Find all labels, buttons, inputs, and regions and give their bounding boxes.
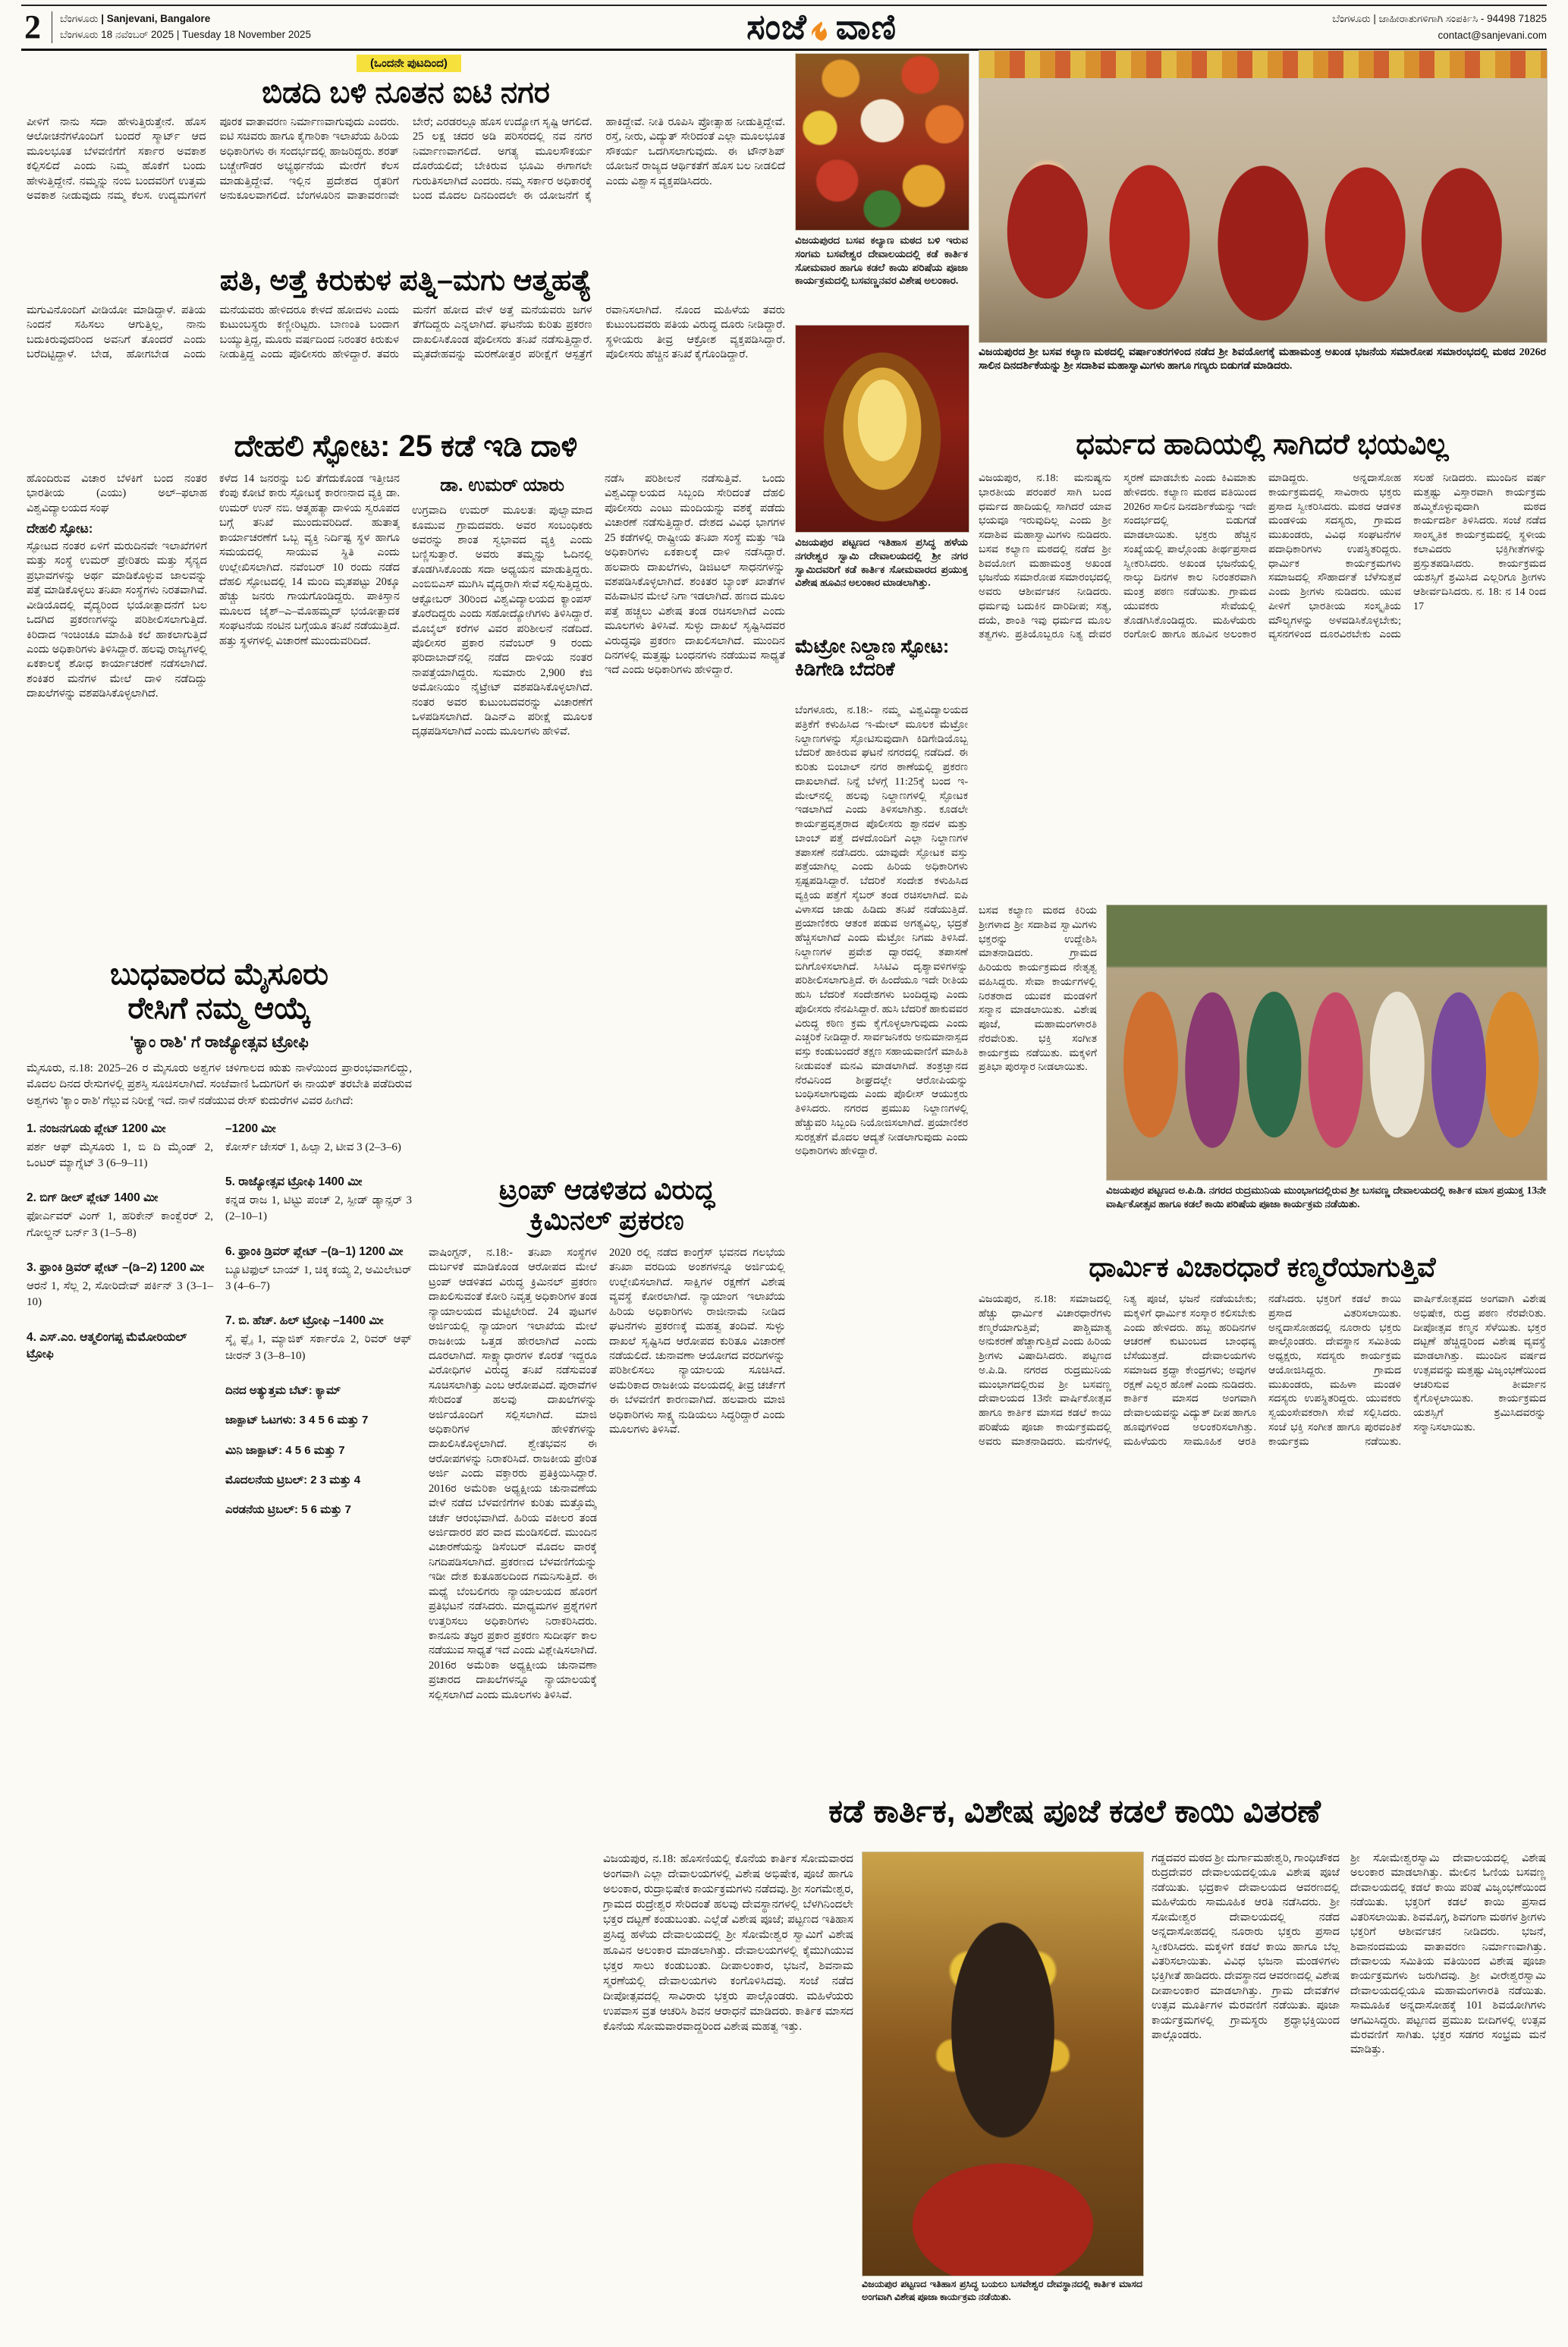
races-subtitle: 'ಕ್ಯಾಂ ರಾಶಿ' ಗೆ ರಾಜ್ಯೋತ್ಸವ ಟ್ರೋಫಿ [130,1033,309,1051]
delhi-col1-intro: ಹೊಂದಿರುವ ವಿಚಾರ ಬೆಳಕಿಗೆ ಬಂದ ನಂತರ ಭಾರತೀಯ (ಎಯು) ಅಲ್–ಫಲಾಹ ವಿಶ್ವವಿದ್ಯಾಲಯದ ಸಂಘ [27,473,207,514]
race-list-col2 [225,1121,412,1532]
karthika-column-c: ಶ್ರೀ ಸೋಮೇಶ್ವರಸ್ವಾಮಿ ದೇವಾಲಯದಲ್ಲಿ ವಿಶೇಷ ಅಲಂಕಾರ ಮಾಡಲಾಗಿತ್ತು. ಮೇಲಿನ ಓಣಿಯ ಬಸವಣ್ಣ ದೇವಾಲಯದಲ್ಲಿ ಕಡಲೆ ಕಾಯಿ ಪರಿಷೆ ವಿಜೃಂಭಣೆಯಿಂದ ನಡೆಯಿತು. ಭಕ್ತರಿಗೆ ಕಡಲೆ ಕಾಯಿ ಪ್ರಸಾದ ವಿತರಿಸಲಾಯಿತು. ಶಿವಮೊಗ್ಗ, ಶಿವಗಂಗಾ ಮಠಗಳ ಶ್ರೀಗಳು ಭಕ್ತರಿಗೆ ಆಶೀರ್ವಚನ ನೀಡಿದರು. ಭಜನೆ, ಶಿವಾನಂದಮಯ ವಾತಾವರಣ ನಿರ್ಮಾಣವಾಗಿತ್ತು. ದೇವಾಲಯ ಸಮಿತಿಯ ವತಿಯಿಂದ ವಿಶೇಷ ಪೂಜಾ ಕಾರ್ಯಕ್ರಮಗಳು ಜರುಗಿದವು. ಶ್ರೀ ವೀರೇಶ್ವರಸ್ವಾಮಿ ದೇವಾಲಯದಲ್ಲಿಯೂ ಮಹಾಮಂಗಳಾರತಿ ನಡೆಯಿತು. ಸಾಮೂಹಿಕ ಅನ್ನದಾಸೋಹಕ್ಕೆ 101 ಶಿವಯೋಗಿಗಳು ಆಗಮಿಸಿದ್ದರು. ಪಟ್ಟಣದ ಪ್ರಮುಖ ಬೀದಿಗಳಲ್ಲಿ ಉತ್ಸವ ಮೆರವಣಿಗೆ ಸಾಗಿತು. ಭಕ್ತರ ಸಡಗರ ಸಂಭ್ರಮ ಮನೆ ಮಾಡಿತ್ತು. [1350,1852,1546,2056]
race-bet-line: ಮೊದಲನೆಯ ಟ್ರಿಬಲ್: 2 3 ಮತ್ತು 4 [225,1473,361,1487]
body-it-city: ಪೀಳಿಗೆ ನಾನು ಸದಾ ಹೇಳುತ್ತಿರುತ್ತೇನೆ. ಹೊಸ ಆಲೋಚನೆಗಳೊಂದಿಗೆ ಬಂದರೆ ಸ್ಮಾರ್ಟ್ ಆದ ಮೂಲಭೂತ ಬೆಳವಣಿಗೆಗೆ ಸರ್ಕಾರ ಅವಕಾಶ ಕಲ್ಪಿಸಲಿದೆ ಎಂದು ನಿಮ್ಮ ಹೊಕೆಗೆ ಬಂದು ಹೇಳುತ್ತಿದ್ದೇನೆ. ನಮ್ಮನ್ನು ನಂಬಿ ಬಂದವರಿಗೆ ಉತ್ತಮ ಅವಕಾಶ ನೀಡುವುದು ನಮ್ಮ ಕೆಲಸ. ಉದ್ಯಮಗಳಿಗೆ ಪೂರಕ ವಾತಾವರಣ ನಿರ್ಮಾಣವಾಗುವುದು ಎಂದರು. ಐಟಿ ಸಚಿವರು ಹಾಗೂ ಕೈಗಾರಿಕಾ ಇಲಾಖೆಯ ಹಿರಿಯ ಅಧಿಕಾರಿಗಳು ಈ ಸಂದರ್ಭದಲ್ಲಿ ಹಾಜರಿದ್ದರು. ಶರತ್ ಬಚ್ಚೇಗೌಡರ ಅಭ್ಯರ್ಥನೆಯ ಮೇರೆಗೆ ಕೆಲಸ ಮಾಡುತ್ತಿದ್ದೇವೆ. ಇಲ್ಲಿನ ಪ್ರದೇಶದ ರೈತರಿಗೆ ಅನುಕೂಲವಾಗಲಿದೆ. ಬೆಂಗಳೂರಿನ ವಾತಾವರಣವೇ ಬೇರೆ; ಎರಡರಲ್ಲೂ ಹೊಸ ಉದ್ಯೋಗ ಸೃಷ್ಟಿ ಆಗಲಿದೆ. 25 ಲಕ್ಷ ಚದರ ಅಡಿ ಪರಿಸರದಲ್ಲಿ ನವ ನಗರ ನಿರ್ಮಾಣವಾಗಲಿದೆ. ಅಗತ್ಯ ಮೂಲಸೌಕರ್ಯ ದೊರೆಯಲಿದೆ; ಬೇಕಿರುವ ಭೂಮಿ ಈಗಾಗಲೇ ಗುರುತಿಸಲಾಗಿದೆ ಎಂದರು. ನಮ್ಮ ಸರ್ಕಾರ ಅಧಿಕಾರಕ್ಕೆ ಬಂದ ಮೊದಲ ದಿನದಿಂದಲೇ ಈ ಯೋಜನೆಗೆ ಕೈ ಹಾಕಿದ್ದೇವೆ. ನೀತಿ ರೂಪಿಸಿ ಪ್ರೋತ್ಸಾಹ ನೀಡುತ್ತಿದ್ದೇವೆ. ರಸ್ತೆ, ನೀರು, ವಿದ್ಯುತ್ ಸೇರಿದಂತೆ ಎಲ್ಲಾ ಮೂಲಭೂತ ಸೌಕರ್ಯ ಒದಗಿಸಲಾಗುವುದು. ಈ ಟೌನ್‌ಶಿಪ್ ಯೋಜನೆ ರಾಜ್ಯದ ಆರ್ಥಿಕತೆಗೆ ಹೊಸ ಬಲ ನೀಡಲಿದೆ ಎಂದು ವಿಶ್ವಾಸ ವ್ಯಕ್ತಪಡಿಸಿದರು. [27,116,785,203]
caption-basavanna-decorated: ವಿಜಯಪುರದ ಬಸವ ಕಲ್ಯಾಣ ಮಠದ ಬಳಿ ಇರುವ ಸಂಗಮ ಬಸವೇಶ್ವರ ದೇವಾಲಯದಲ್ಲಿ ಕಡೆ ಕಾರ್ತಿಕ ಸೋಮವಾರ ಹಾಗೂ ಕಡಲೆ ಕಾಯಿ ಪರಿಷೆಯ ಪೂಜಾ ಕಾರ್ಯಕ್ರಮದಲ್ಲಿ ಬಸವಣ್ಣನವರ ವಿಶೇಷ ಅಲಂಕಾರ. [795,234,968,287]
race-entry [27,1260,213,1311]
masthead [746,7,897,49]
trump-headline-line1: ಟ್ರಂಪ್ ಆಡಳಿತದ ವಿರುದ್ಧ [498,1174,715,1205]
race-name: 5. ರಾಜ್ಯೋತ್ಸವ ಟ್ರೋಫಿ 1400 ಮೀ [225,1175,363,1189]
masthead-flame-icon [810,14,833,40]
race-name: 4. ಎಸ್.ಎಂ. ಆತ್ಮಲಿಂಗಪ್ಪ ಮೆಮೋರಿಯಲ್ ಟ್ರೋಫಿ [27,1330,187,1361]
body-suicide: ಮಗುವಿನೊಂದಿಗೆ ವೀಡಿಯೋ ಮಾಡಿದ್ದಾಳೆ. ಪತಿಯ ನಿಂದನೆ ಸಹಿಸಲು ಆಗುತ್ತಿಲ್ಲ, ನಾನು ಬದುಕಿರುವುದರಿಂದ ಅವನಿಗೆ ತೊಂದರೆ ಎಂದು ಬರೆದಿಟ್ಟಿದ್ದಾಳೆ. ಬೇಡ, ಹೋಗಬೇಡ ಎಂದು ಮನೆಯವರು ಹೇಳಿದರೂ ಕೇಳದೆ ಹೋದಳು ಎಂದು ಕುಟುಂಬಸ್ಥರು ಕಣ್ಣೀರಿಟ್ಟರು. ಬಾಣಂತಿ ಬಂದಾಗ ಬಯ್ಯುತ್ತಿದ್ದ, ಮೂರು ವರ್ಷದಿಂದ ನಿರಂತರ ಕಿರುಕುಳ ನೀಡುತ್ತಿದ್ದ ಎಂದು ಪೊಲೀಸರು ಹೇಳಿದ್ದಾರೆ. ತವರು ಮನೆಗೆ ಹೋದ ವೇಳೆ ಅತ್ತೆ ಮನೆಯವರು ಜಗಳ ತೆಗೆದಿದ್ದರು ಎನ್ನಲಾಗಿದೆ. ಘಟನೆಯ ಕುರಿತು ಪ್ರಕರಣ ದಾಖಲಿಸಿಕೊಂಡ ಪೊಲೀಸರು ತನಿಖೆ ನಡೆಸುತ್ತಿದ್ದಾರೆ. ಮೃತದೇಹವನ್ನು ಮರಣೋತ್ತರ ಪರೀಕ್ಷೆಗೆ ಆಸ್ಪತ್ರೆಗೆ ರವಾನಿಸಲಾಗಿದೆ. ನೊಂದ ಮಹಿಳೆಯ ತವರು ಕುಟುಂಬದವರು ಪತಿಯ ವಿರುದ್ಧ ದೂರು ನೀಡಿದ್ದಾರೆ. ಸ್ಥಳೀಯರು ತೀವ್ರ ಆಕ್ರೋಶ ವ್ಯಕ್ತಪಡಿಸಿದ್ದಾರೆ. ಪೊಲೀಸರು ಹೆಚ್ಚಿನ ತನಿಖೆ ಕೈಗೊಂಡಿದ್ದಾರೆ. [27,304,785,361]
race-bet-line: ಜಾಕ್ಪಾಟ್ ಓಟಗಳು: 3 4 5 6 ಮತ್ತು 7 [225,1414,369,1427]
continued-from-tag: (ಒಂದನೇ ಪುಟದಿಂದ) [357,55,461,72]
header-right [1332,11,1547,43]
body-dharma-side-column: ಬಸವ ಕಲ್ಯಾಣ ಮಠದ ಕಿರಿಯ ಶ್ರೀಗಳಾದ ಶ್ರೀ ಸದಾಶಿವ ಸ್ವಾಮಿಗಳು ಭಕ್ತರನ್ನು ಉದ್ದೇಶಿಸಿ ಮಾತನಾಡಿದರು. ಗ್ರಾಮದ ಹಿರಿಯರು ಕಾರ್ಯಕ್ರಮದ ನೇತೃತ್ವ ವಹಿಸಿದ್ದರು. ಸೇವಾ ಕಾರ್ಯಗಳಲ್ಲಿ ನಿರತರಾದ ಯುವಕ ಮಂಡಳಿಗೆ ಸನ್ಮಾನ ಮಾಡಲಾಯಿತು. ವಿಶೇಷ ಪೂಜೆ, ಮಹಾಮಂಗಳಾರತಿ ನೆರವೇರಿತು. ಭಕ್ತಿ ಸಂಗೀತ ಕಾರ್ಯಕ್ರಮ ನಡೆಯಿತು. ಮಕ್ಕಳಿಗೆ ಪ್ರತಿಭಾ ಪುರಸ್ಕಾರ ನೀಡಲಾಯಿತು. [979,905,1097,1074]
edition-kannada: ಬೆಂಗಳೂರು [60,13,99,25]
trump-headline-line2: ಕ್ರಿಮಿನಲ್ ಪ್ರಕರಣ [529,1203,684,1235]
race-picks: ಬ್ಯೂಟಿಫುಲ್ ಬಾಯ್ 1, ಚಿಕ್ಕ ಕಯ್ಯ 2, ಅಮಿಲೇಟರ್ 3 (4–6–7) [225,1263,412,1293]
race-entry [27,1190,213,1241]
body-religious-thought: ವಿಜಯಪುರ, ನ.18: ಸಮಾಜದಲ್ಲಿ ಹೆಚ್ಚು ಧಾರ್ಮಿಕ ವಿಚಾರಧಾರೆಗಳು ಕಣ್ಮರೆಯಾಗುತ್ತಿವೆ; ಪಾಶ್ಚಿಮಾತ್ಯ ಅನುಕರಣೆ ಹೆಚ್ಚಾಗುತ್ತಿದೆ ಎಂದು ಹಿರಿಯ ಶ್ರೀಗಳು ವಿಷಾದಿಸಿದರು. ಪಟ್ಟಣದ ಅ.ಪಿ.ಡಿ. ನಗರದ ರುದ್ರಮುನಿಯ ಮುಂಭಾಗದಲ್ಲಿರುವ ಶ್ರೀ ಬಸವಣ್ಣ ದೇವಾಲಯದ 13ನೇ ವಾರ್ಷಿಕೋತ್ಸವ ಹಾಗೂ ಕಾರ್ತಿಕ ಮಾಸದ ಕಡಲೆ ಕಾಯಿ ಪರಿಷೆಯ ಪೂಜಾ ಕಾರ್ಯಕ್ರಮದಲ್ಲಿ ಅವರು ಮಾತನಾಡಿದರು. ಮನೆಗಳಲ್ಲಿ ನಿತ್ಯ ಪೂಜೆ, ಭಜನೆ ನಡೆಯಬೇಕು; ಮಕ್ಕಳಿಗೆ ಧಾರ್ಮಿಕ ಸಂಸ್ಕಾರ ಕಲಿಸಬೇಕು ಎಂದು ಹೇಳಿದರು. ಹಬ್ಬ ಹರಿದಿನಗಳ ಆಚರಣೆ ಕುಟುಂಬದ ಬಾಂಧವ್ಯ ಬೆಸೆಯುತ್ತದೆ. ದೇವಾಲಯಗಳು ಸಮಾಜದ ಶ್ರದ್ಧಾ ಕೇಂದ್ರಗಳು; ಅವುಗಳ ರಕ್ಷಣೆ ಎಲ್ಲರ ಹೊಣೆ ಎಂದು ನುಡಿದರು. ಕಾರ್ತಿಕ ಮಾಸದ ಅಂಗವಾಗಿ ದೇವಾಲಯವನ್ನು ವಿದ್ಯುತ್ ದೀಪ ಹಾಗೂ ಹೂವುಗಳಿಂದ ಅಲಂಕರಿಸಲಾಗಿತ್ತು. ಮಹಿಳೆಯರು ಸಾಮೂಹಿಕ ಆರತಿ ನಡೆಸಿದರು. ಭಕ್ತರಿಗೆ ಕಡಲೆ ಕಾಯಿ ಪ್ರಸಾದ ವಿತರಿಸಲಾಯಿತು. ಅನ್ನದಾಸೋಹದಲ್ಲಿ ನೂರಾರು ಭಕ್ತರು ಪಾಲ್ಗೊಂಡರು. ದೇವಸ್ಥಾನ ಸಮಿತಿಯ ಅಧ್ಯಕ್ಷರು, ಸದಸ್ಯರು ಕಾರ್ಯಕ್ರಮ ಆಯೋಜಿಸಿದ್ದರು. ಗ್ರಾಮದ ಮುಖಂಡರು, ಮಹಿಳಾ ಮಂಡಳಿ ಸದಸ್ಯರು ಉಪಸ್ಥಿತರಿದ್ದರು. ಯುವಕರು ಸ್ವಯಂಸೇವಕರಾಗಿ ಸೇವೆ ಸಲ್ಲಿಸಿದರು. ಸಂಜೆ ಭಕ್ತಿ ಸಂಗೀತ ಹಾಗೂ ಪುರವಂತಿಕೆ ಕಾರ್ಯಕ್ರಮ ನಡೆಯಿತು. ವಾರ್ಷಿಕೋತ್ಸವದ ಅಂಗವಾಗಿ ವಿಶೇಷ ಅಭಿಷೇಕ, ರುದ್ರ ಪಠಣ ನೆರವೇರಿತು. ದೀಪೋತ್ಸವ ಕಣ್ಮನ ಸೆಳೆಯಿತು. ಭಕ್ತರ ದಟ್ಟಣೆ ಹೆಚ್ಚಿದ್ದರಿಂದ ವಿಶೇಷ ವ್ಯವಸ್ಥೆ ಮಾಡಲಾಗಿತ್ತು. ಮುಂದಿನ ವರ್ಷದ ಉತ್ಸವವನ್ನು ಮತ್ತಷ್ಟು ವಿಜೃಂಭಣೆಯಿಂದ ಆಚರಿಸುವ ತೀರ್ಮಾನ ಕೈಗೊಳ್ಳಲಾಯಿತು. ಕಾರ್ಯಕ್ರಮದ ಯಶಸ್ಸಿಗೆ ಶ್ರಮಿಸಿದವರನ್ನು ಸನ್ಮಾನಿಸಲಾಯಿತು. [979,1294,1546,1448]
race-list-col2-entries [225,1121,412,1364]
date-english: | Tuesday 18 November 2025 [176,29,311,40]
race-name: 6. ಫ್ರಾಂಕಿ ಡ್ರಿವರ್ ಪ್ಲೇಟ್ –(ಡಿ–1) 1200 ಮೀ [225,1244,404,1258]
delhi-runin-head: ದೇಹಲಿ ಸ್ಫೋಟ: [27,521,93,536]
date-kannada: ಬೆಂಗಳೂರು 18 ನವೆಂಬರ್ 2025 [60,29,174,40]
headline-metro-threat: ಮೆಟ್ರೋ ನಿಲ್ದಾಣ ಸ್ಫೋಟ: ಕಿಡಿಗೇಡಿ ಬೆದರಿಕೆ [795,636,950,680]
caption-temple-anniversary-group: ವಿಜಯಪುರ ಪಟ್ಟಣದ ಅ.ಪಿ.ಡಿ. ನಗರದ ರುದ್ರಮುನಿಯ ಮುಂಭಾಗದಲ್ಲಿರುವ ಶ್ರೀ ಬಸವಣ್ಣ ದೇವಾಲಯದಲ್ಲಿ ಕಾರ್ತಿಕ ಮಾಸ ಪ್ರಯುಕ್ತ 13ನೇ ವಾರ್ಷಿಕೋತ್ಸವ ಹಾಗೂ ಕಡಲೆ ಕಾಯಿ ಪರಿಷೆಯ ಪೂಜಾ ಕಾರ್ಯಕ್ರಮ ನಡೆಯಿತು. [1106,1185,1546,1210]
photo-temple-anniversary-group [1106,905,1548,1181]
headline-suicide: ಪತಿ, ಅತ್ತೆ ಕಿರುಕುಳ ಪತ್ನಿ–ಮಗು ಆತ್ಮಹತ್ಯೆ [219,265,592,297]
delhi-column-3 [412,472,592,1167]
karthika-column-a: ವಿಜಯಪುರ, ನ.18: ಹೊಸಣಿಯಲ್ಲಿ ಕೊನೆಯ ಕಾರ್ತಿಕ ಸೋಮವಾರದ ಅಂಗವಾಗಿ ಎಲ್ಲಾ ದೇವಾಲಯಗಳಲ್ಲಿ ವಿಶೇಷ ಅಭಿಷೇಕ, ಪೂಜೆ ಹಾಗೂ ಅಲಂಕಾರ, ರುದ್ರಾಭಿಷೇಕ ಕಾರ್ಯಕ್ರಮಗಳು ನಡೆದವು. ಶ್ರೀ ಸಂಗಮೇಶ್ವರ, ಗ್ರಾಮದ ರುದ್ರೇಶ್ವರ ಸೇರಿದಂತೆ ಹಲವು ದೇವಸ್ಥಾನಗಳಲ್ಲಿ ಬೆಳಗಿನಿಂದಲೇ ಭಕ್ತರ ದಟ್ಟಣೆ ಕಂಡುಬಂತು. ಎಲ್ಲೆಡೆ ವಿಶೇಷ ಪೂಜೆ; ಪಟ್ಟಣದ ಇತಿಹಾಸ ಪ್ರಸಿದ್ಧ ಹಳೆಯ ದೇವಾಲಯದಲ್ಲಿ ಶ್ರೀ ಸೋಮೇಶ್ವರ ಸ್ವಾಮಿಗೆ ವಿಶೇಷ ಹೂವಿನ ಅಲಂಕಾರ ಮಾಡಲಾಗಿತ್ತು. ದೇವಾಲಯಗಳಲ್ಲಿ ಕೈಮುಗಿಯುವ ಭಕ್ತರ ಸಾಲು ಕಂಡುಬಂತು. ದೀಪಾಲಂಕಾರ, ಭಜನೆ, ಶಿವನಾಮ ಸ್ಮರಣೆಯಲ್ಲಿ ದೇವಾಲಯಗಳು ಕಂಗೊಳಿಸಿದವು. ಸಂಜೆ ನಡೆದ ದೀಪೋತ್ಸವದಲ್ಲಿ ಸಾವಿರಾರು ಭಕ್ತರು ಪಾಲ್ಗೊಂಡರು. ಮಹಿಳೆಯರು ಉಪವಾಸ ವ್ರತ ಆಚರಿಸಿ ಶಿವನ ಆರಾಧನೆ ಮಾಡಿದರು. ಕಾರ್ತಿಕ ಮಾಸದ ಕೊನೆಯ ಸೋಮವಾರವಾದ್ದರಿಂದ ವಿಶೇಷ ಮಹತ್ವ ಇತ್ತು. [603,1853,853,2034]
masthead-right-text: ವಾಣಿ [835,7,897,46]
races-columns [27,1121,412,1532]
caption-mutt-calendar-release: ವಿಜಯಪುರದ ಶ್ರೀ ಬಸವ ಕಲ್ಯಾಣ ಮಠದಲ್ಲಿ ವರ್ಷಾಂತರಗಳಿಂದ ನಡೆದ ಶ್ರೀ ಶಿವಯೋಗಕ್ಕೆ ಮಹಾಮಂತ್ರ ಅಖಂಡ ಭಜನೆಯ ಸಮಾರೋಪ ಸಮಾರಂಭದಲ್ಲಿ ಮಠದ 2026ರ ಸಾಲಿನ ದಿನದರ್ಶಿಕೆಯನ್ನು ಶ್ರೀ ಸದಾಶಿವ ಮಹಾಸ್ವಾಮಿಗಳು ಹಾಗೂ ಗಣ್ಯರು ಬಿಡುಗಡೆ ಮಾಡಿದರು. [979,347,1546,373]
race-picks: ಆರನೆ 1, ಸೆಲ್ಲ 2, ಸೋರಿದೇವ್ ಪರ್ಕಿನ್ 3 (3–1–10) [27,1280,213,1309]
race-name: –1200 ಮೀ [225,1122,276,1135]
race-entry [27,1121,213,1172]
page-header [21,5,1547,51]
photo-goddess-idol [795,325,969,533]
headline-karthika-pooja: ಕಡೆ ಕಾರ್ತಿಕ, ವಿಶೇಷ ಪೂಜೆ ಕಡಲೆ ಕಾಯಿ ವಿತರಣೆ [828,1793,1321,1829]
races-box [27,958,412,2317]
masthead-left-text: ಸಂಜೆ [746,7,807,46]
race-bet-line: ಎರಡನೆಯ ಟ್ರಿಬಲ್: 5 6 ಮತ್ತು 7 [225,1503,351,1517]
delhi-subhead-umar: ಡಾ. ಉಮರ್ ಯಾರು [440,475,564,496]
race-bets-list [225,1383,412,1518]
race-entry [225,1244,412,1295]
race-picks: ಕೋರ್ಸ್ ಜೇಸರ್ 1, ಹಿಲ್ಸಾ 2, ಟೀವ 3 (2–3–6) [225,1140,401,1153]
race-picks: ಫೋರ್ಎವರ್ ವಿಂಗ್ 1, ಹರಿಕೇನ್ ಕಾಂಕ್ವೆರರ್ 2, ಗೋಲ್ಡನ್ ಬರ್ನ್ 3 (1–5–8) [27,1210,213,1239]
headline-religious-thought: ಧಾರ್ಮಿಕ ವಿಚಾರಧಾರೆ ಕಣ್ಮರೆಯಾಗುತ್ತಿವೆ [1089,1251,1436,1282]
trump-column-1: ವಾಷಿಂಗ್ಟನ್, ನ.18:- ತನಿಖಾ ಸಂಸ್ಥೆಗಳ ದುರ್ಬಳಕೆ ಮಾಡಿಕೊಂಡ ಆರೋಪದ ಮೇಲೆ ಟ್ರಂಪ್ ಆಡಳಿತದ ವಿರುದ್ಧ ಕ್ರಿಮಿನಲ್ ಪ್ರಕರಣ ದಾಖಲಿಸುವಂತೆ ಕೋರಿ ನಿವೃತ್ತ ಅಧಿಕಾರಿಗಳ ತಂಡ ನ್ಯಾಯಾಲಯದ ಮೆಟ್ಟಿಲೇರಿದೆ. 24 ಪುಟಗಳ ಅರ್ಜಿಯಲ್ಲಿ ನ್ಯಾಯಾಂಗ ಇಲಾಖೆಯ ಮೇಲೆ ರಾಜಕೀಯ ಒತ್ತಡ ಹೇರಲಾಗಿದೆ ಎಂದು ದೂರಲಾಗಿದೆ. ಸಾಕ್ಷ್ಯಾಧಾರಗಳ ಕೊರತೆ ಇದ್ದರೂ ವಿರೋಧಿಗಳ ವಿರುದ್ಧ ತನಿಖೆ ನಡೆಸುವಂತೆ ಸೂಚಿಸಲಾಗಿತ್ತು ಎಂಬ ಆರೋಪವಿದೆ. ಪುರಾವೆಗಳ ಸೇರಿದಂತೆ ಹಲವು ದಾಖಲೆಗಳನ್ನು ಅರ್ಜಿಯೊಂದಿಗೆ ಸಲ್ಲಿಸಲಾಗಿದೆ. ಮಾಜಿ ಅಧಿಕಾರಿಗಳ ಹೇಳಿಕೆಗಳನ್ನು ದಾಖಲಿಸಿಕೊಳ್ಳಲಾಗಿದೆ. ಶ್ವೇತಭವನ ಈ ಆರೋಪಗಳನ್ನು ನಿರಾಕರಿಸಿದೆ. ರಾಜಕೀಯ ಪ್ರೇರಿತ ಅರ್ಜಿ ಎಂದು ವಕ್ತಾರರು ಪ್ರತಿಕ್ರಿಯಿಸಿದ್ದಾರೆ. 2016ರ ಅಮೆರಿಕಾ ಅಧ್ಯಕ್ಷೀಯ ಚುನಾವಣೆಯ ವೇಳೆ ನಡೆದ ಬೆಳವಣಿಗೆಗಳ ಕುರಿತು ಮತ್ತೊಮ್ಮೆ ಚರ್ಚೆ ಆರಂಭವಾಗಿದೆ. ಹಿರಿಯ ವಕೀಲರ ತಂಡ ಅರ್ಜಿದಾರರ ಪರ ವಾದ ಮಂಡಿಸಲಿದೆ. ಮುಂದಿನ ವಿಚಾರಣೆಯನ್ನು ಡಿಸೆಂಬರ್ ಮೊದಲ ವಾರಕ್ಕೆ ನಿಗದಿಪಡಿಸಲಾಗಿದೆ. ಪ್ರಕರಣದ ಬೆಳವಣಿಗೆಯನ್ನು ಇಡೀ ದೇಶ ಕುತೂಹಲದಿಂದ ಗಮನಿಸುತ್ತಿದೆ. ಈ ಮಧ್ಯೆ ಬೆಂಬಲಿಗರು ನ್ಯಾಯಾಲಯದ ಹೊರಗೆ ಪ್ರತಿಭಟನೆ ನಡೆಸಿದರು. ಮಾಧ್ಯಮಗಳ ಪ್ರಶ್ನೆಗಳಿಗೆ ಉತ್ತರಿಸಲು ಅಧಿಕಾರಿಗಳು ನಿರಾಕರಿಸಿದರು. ಕಾನೂನು ತಜ್ಞರ ಪ್ರಕಾರ ಪ್ರಕರಣ ಸುದೀರ್ಘ ಕಾಲ ನಡೆಯುವ ಸಾಧ್ಯತೆ ಇದೆ ಎಂದು ವಿಶ್ಲೇಷಿಸಲಾಗಿದೆ. 2016ರ ಅಮೆರಿಕಾ ಅಧ್ಯಕ್ಷೀಯ ಚುನಾವಣಾ ಪ್ರಚಾರದ ದಾಖಲೆಗಳನ್ನೂ ನ್ಯಾಯಾಲಯಕ್ಕೆ ಸಲ್ಲಿಸಲಾಗಿದೆ ಎಂದು ಮೂಲಗಳು ತಿಳಿಸಿವೆ. [429,1247,597,1701]
body-dharma-path: ವಿಜಯಪುರ, ನ.18: ಮನುಷ್ಯನು ಭಾರತೀಯ ಪರಂಪರೆ ಸಾಗಿ ಬಂದ ಧರ್ಮದ ಹಾದಿಯಲ್ಲಿ ಸಾಗಿದರೆ ಯಾವ ಭಯವೂ ಇರುವುದಿಲ್ಲ ಎಂದು ಶ್ರೀ ಸದಾಶಿವ ಮಹಾಸ್ವಾಮಿಗಳು ನುಡಿದರು. ಬಸವ ಕಲ್ಯಾಣ ಮಠದಲ್ಲಿ ನಡೆದ ಶ್ರೀ ಶಿವಯೋಗ ಮಹಾಮಂತ್ರ ಅಖಂಡ ಭಜನೆಯ ಸಮಾರೋಪ ಸಮಾರಂಭದಲ್ಲಿ ಅವರು ಆಶೀರ್ವಚನ ನೀಡಿದರು. ಧರ್ಮವು ಬದುಕಿನ ದಾರಿದೀಪ; ಸತ್ಯ, ದಯೆ, ಶಾಂತಿ ಇವು ಧರ್ಮದ ಮೂಲ ತತ್ವಗಳು. ಪ್ರತಿಯೊಬ್ಬರೂ ನಿತ್ಯ ದೇವರ ಸ್ಮರಣೆ ಮಾಡಬೇಕು ಎಂದು ಕಿವಿಮಾತು ಹೇಳಿದರು. ಕಲ್ಯಾಣ ಮಠದ ವತಿಯಿಂದ 2026ರ ಸಾಲಿನ ದಿನದರ್ಶಿಕೆಯನ್ನು ಇದೇ ಸಂದರ್ಭದಲ್ಲಿ ಬಿಡುಗಡೆ ಮಾಡಲಾಯಿತು. ಭಕ್ತರು ಹೆಚ್ಚಿನ ಸಂಖ್ಯೆಯಲ್ಲಿ ಪಾಲ್ಗೊಂಡು ತೀರ್ಥಪ್ರಸಾದ ಸ್ವೀಕರಿಸಿದರು. ಅಖಂಡ ಭಜನೆಯಲ್ಲಿ ನಾಲ್ಕು ದಿನಗಳ ಕಾಲ ನಿರಂತರವಾಗಿ ಮಂತ್ರ ಪಠಣ ನಡೆಯಿತು. ಗ್ರಾಮದ ಯುವಕರು ಸೇವೆಯಲ್ಲಿ ತೊಡಗಿಸಿಕೊಂಡಿದ್ದರು. ಮಹಿಳೆಯರು ರಂಗೋಲಿ ಹಾಗೂ ಹೂವಿನ ಅಲಂಕಾರ ಮಾಡಿದ್ದರು. ಅನ್ನದಾಸೋಹ ಕಾರ್ಯಕ್ರಮದಲ್ಲಿ ಸಾವಿರಾರು ಭಕ್ತರು ಪ್ರಸಾದ ಸ್ವೀಕರಿಸಿದರು. ಮಠದ ಆಡಳಿತ ಮಂಡಳಿಯ ಸದಸ್ಯರು, ಗ್ರಾಮದ ಮುಖಂಡರು, ವಿವಿಧ ಸಂಘಟನೆಗಳ ಪದಾಧಿಕಾರಿಗಳು ಉಪಸ್ಥಿತರಿದ್ದರು. ಧಾರ್ಮಿಕ ಕಾರ್ಯಕ್ರಮಗಳು ಸಮಾಜದಲ್ಲಿ ಸೌಹಾರ್ದತೆ ಬೆಳೆಸುತ್ತವೆ ಎಂದು ಶ್ರೀಗಳು ನುಡಿದರು. ಯುವ ಪೀಳಿಗೆ ಭಾರತೀಯ ಸಂಸ್ಕೃತಿಯ ಮೌಲ್ಯಗಳನ್ನು ಅಳವಡಿಸಿಕೊಳ್ಳಬೇಕು; ವ್ಯಸನಗಳಿಂದ ದೂರವಿರಬೇಕು ಎಂದು ಸಲಹೆ ನೀಡಿದರು. ಮುಂದಿನ ವರ್ಷ ಮತ್ತಷ್ಟು ವಿಸ್ತಾರವಾಗಿ ಕಾರ್ಯಕ್ರಮ ಹಮ್ಮಿಕೊಳ್ಳುವುದಾಗಿ ಮಠದ ಕಾರ್ಯದರ್ಶಿ ತಿಳಿಸಿದರು. ಸಂಜೆ ನಡೆದ ಸಾಂಸ್ಕೃತಿಕ ಕಾರ್ಯಕ್ರಮದಲ್ಲಿ ಸ್ಥಳೀಯ ಕಲಾವಿದರು ಭಕ್ತಿಗೀತೆಗಳನ್ನು ಪ್ರಸ್ತುತಪಡಿಸಿದರು. ಕಾರ್ಯಕ್ರಮದ ಯಶಸ್ಸಿಗೆ ಶ್ರಮಿಸಿದ ಎಲ್ಲರಿಗೂ ಶ್ರೀಗಳು ಆಶೀರ್ವದಿಸಿದರು. ನ. 18: ನ 14 ರಿಂದ 17 [979,473,1546,641]
races-intro: ಮೈಸೂರು, ನ.18: 2025–26 ರ ಮೈಸೂರು ಅಶ್ವಗಳ ಚಳಿಗಾಲದ ಋತು ನಾಳೆಯಿಂದ ಪ್ರಾರಂಭವಾಗಲಿದ್ದು, ಮೊದಲ ದಿನದ ರೇಸುಗಳಲ್ಲಿ ಪ್ರಶಸ್ತಿ ಸೂಚಿಸಲಾಗಿದೆ. ಸಂಜೆವಾಣಿ ಓದುಗರಿಗೆ ಈ ನಾಯಕ್ ತರಬೇತಿ ಪಡೆದಿರುವ ಅಶ್ವಗಳು 'ಕ್ಯಾಂ ರಾಶಿ' ಗೆಲ್ಲುವ ನಿರೀಕ್ಷೆ ಇದೆ. ನಾಳೆ ನಡೆಯುವ ರೇಸ್ ಕುದುರೆಗಳ ವಿವರ ಹೀಗಿದೆ: [27,1062,412,1108]
advert-contact: ಬೆಂಗಳೂರು | ಜಾಹೀರಾತುಗಳಿಗಾಗಿ ಸಂಪರ್ಕಿಸಿ - 94498 71825 [1332,13,1547,25]
contact-email: contact@sanjevani.com [1438,30,1547,41]
delhi-column-1 [27,472,207,952]
race-picks: ಕನ್ನಡ ರಾಜ 1, ಟಿಟ್ಟು ಪಂಚ್ 2, ಸ್ಪೀಡ್ ಡ್ಯಾನ್ಸರ್ 3 (2–10–1) [225,1194,412,1223]
delhi-column-4: ನಡೆಸಿ ಪರಿಶೀಲನೆ ನಡೆಸುತ್ತಿವೆ. ಒಂದು ವಿಶ್ವವಿದ್ಯಾಲಯದ ಸಿಬ್ಬಂದಿ ಸೇರಿದಂತೆ ದೆಹಲಿ ಪೊಲೀಸರು ಎಂಟು ಮಂದಿಯನ್ನು ವಶಕ್ಕೆ ಪಡೆದು ವಿಚಾರಣೆ ನಡೆಸುತ್ತಿದ್ದಾರೆ. ದೇಶದ ವಿವಿಧ ಭಾಗಗಳ 25 ಕಡೆಗಳಲ್ಲಿ ರಾಷ್ಟ್ರೀಯ ತನಿಖಾ ಸಂಸ್ಥೆ ಮತ್ತು ಇಡಿ ಅಧಿಕಾರಿಗಳು ಏಕಕಾಲಕ್ಕೆ ದಾಳಿ ನಡೆಸಿದ್ದಾರೆ. ಹಲವಾರು ದಾಖಲೆಗಳು, ಡಿಜಿಟಲ್ ಸಾಧನಗಳನ್ನು ವಶಪಡಿಸಿಕೊಳ್ಳಲಾಗಿದೆ. ಶಂಕಿತರ ಬ್ಯಾಂಕ್ ಖಾತೆಗಳ ವಹಿವಾಟಿನ ಮೇಲೆ ನಿಗಾ ಇಡಲಾಗಿದೆ. ಹಣದ ಮೂಲ ಪತ್ತೆ ಹಚ್ಚಲು ವಿಶೇಷ ತಂಡ ರಚಿಸಲಾಗಿದೆ ಎಂದು ಮೂಲಗಳು ತಿಳಿಸಿವೆ. ಸುಳ್ಳು ದಾಖಲೆ ಸೃಷ್ಟಿಸಿದವರ ವಿರುದ್ಧವೂ ಪ್ರಕರಣ ದಾಖಲಿಸಲಾಗಿದೆ. ಮುಂದಿನ ದಿನಗಳಲ್ಲಿ ಮತ್ತಷ್ಟು ಬಂಧನಗಳು ನಡೆಯುವ ಸಾಧ್ಯತೆ ಇದೆ ಎಂದು ಅಧಿಕಾರಿಗಳು ಹೇಳಿದ್ದಾರೆ. [605,473,785,677]
edition-english: | Sanjevani, Bangalore [101,13,211,25]
delhi-col1-body: ಸ್ಫೋಟದ ನಂತರ ಏಳಿಗೆ ಮರುದಿನವೇ ಇಲಾಖೆಗಳಿಗೆ ಮತ್ತು ಸಂಸ್ಥೆ ಉಮರ್ ಪ್ರೇರಿತರು ಮತ್ತು ಸೈನ್ಯದ ಪ್ರಭಾವಗಳನ್ನು ಅರ್ಥ ಮಾಡಿಕೊಳ್ಳುವ ಜಾಲವನ್ನು ಪತ್ತೆ ಮಾಡಿಕೊಳ್ಳಲು ತನಿಖಾ ಸಂಸ್ಥೆಗಳು ನಿರತವಾಗಿವೆ. ವೀಡಿಯೊದಲ್ಲಿ ವೈದ್ಯರಿಂದ ಭಯೋತ್ಪಾದನೆಗೆ ಬಲ ಒದಗಿದ ಪ್ರಕರಣಗಳನ್ನು ಪರಿಶೀಲಿಸಲಾಗುತ್ತಿದೆ. ಕಿರಿದಾದ ಇಂಚಿಂಚೂ ಮಾಹಿತಿ ಕಲೆ ಹಾಕಲಾಗುತ್ತಿದೆ ಎಂದು ಅಧಿಕಾರಿಗಳು ತಿಳಿಸಿದ್ದಾರೆ. ಹಲವು ರಾಜ್ಯಗಳಲ್ಲಿ ಏಕಕಾಲಕ್ಕೆ ಶೋಧ ಕಾರ್ಯಾಚರಣೆ ನಡೆಸಲಾಗಿದೆ. ಶಂಕಿತರ ಮನೆಗಳ ಮೇಲೆ ದಾಳಿ ನಡೆದಿದ್ದು ದಾಖಲೆಗಳನ್ನು ವಶಪಡಿಸಿಕೊಳ್ಳಲಾಗಿದೆ. [27,540,207,700]
headline-trump-case [429,1175,785,1235]
race-entry [225,1174,412,1225]
caption-goddess-idol: ವಿಜಯಪುರ ಪಟ್ಟಣದ ಇತಿಹಾಸ ಪ್ರಸಿದ್ಧ ಹಳೆಯ ನಗರೇಶ್ವರ ಸ್ವಾಮಿ ದೇವಾಲಯದಲ್ಲಿ ಶ್ರೀ ನಗರ ಸ್ವಾಮಿದವರಿಗೆ ಕಡೆ ಕಾರ್ತಿಕ ಸೋಮವಾರದ ಪ್ರಯುಕ್ತ ವಿಶೇಷ ಹೂವಿನ ಅಲಂಕಾರ ಮಾಡಲಾಗಿತ್ತು. [795,536,968,589]
header-left [21,8,311,46]
caption-basaveshwara-garlanded: ವಿಜಯಪುರ ಪಟ್ಟಣದ ಇತಿಹಾಸ ಪ್ರಸಿದ್ಧ ಬಯಲು ಬಸವೇಶ್ವರ ದೇವಸ್ಥಾನದಲ್ಲಿ ಕಾರ್ತಿಕ ಮಾಸದ ಅಂಗವಾಗಿ ವಿಶೇಷ ಪೂಜಾ ಕಾರ್ಯಕ್ರಮ ನಡೆಯಿತು. [862,2279,1142,2302]
headline-delhi-blast: ದೇಹಲಿ ಸ್ಫೋಟ: 25 ಕಡೆ ಇಡಿ ದಾಳಿ [234,429,578,463]
edition-block [60,11,311,43]
race-bet-line: ದಿನದ ಅತ್ಯುತ್ತಮ ಬೆಟ್: ಕ್ಯಾಮ್ [225,1383,341,1397]
race-name: 1. ನಂಜನಗೂಡು ಪ್ಲೇಟ್ 1200 ಮೀ [27,1122,166,1135]
race-name: 2. ಬಿಗ್ ಡೀಲ್ ಪ್ಲೇಟ್ 1400 ಮೀ [27,1191,159,1205]
karthika-column-b: ಗಡ್ಡದವರ ಮಠದ ಶ್ರೀ ದುರ್ಗಾಮಹೇಶ್ವರಿ, ಗಾಂಧಿಚೌಕದ ರುದ್ರದೇವರ ದೇವಾಲಯದಲ್ಲಿಯೂ ವಿಶೇಷ ಪೂಜೆ ನಡೆಯಿತು. ಭದ್ರಕಾಳಿ ದೇವಾಲಯದ ಆವರಣದಲ್ಲಿ ಮಹಿಳೆಯರು ಸಾಮೂಹಿಕ ಆರತಿ ನಡೆಸಿದರು. ಶ್ರೀ ಸೋಮೇಶ್ವರ ದೇವಾಲಯದಲ್ಲಿ ನಡೆದ ಅನ್ನದಾಸೋಹದಲ್ಲಿ ನೂರಾರು ಭಕ್ತರು ಪ್ರಸಾದ ಸ್ವೀಕರಿಸಿದರು. ಮಕ್ಕಳಿಗೆ ಕಡಲೆ ಕಾಯಿ ಹಾಗೂ ಬೆಲ್ಲ ವಿತರಿಸಲಾಯಿತು. ವಿವಿಧ ಭಜನಾ ಮಂಡಳಿಗಳು ಭಕ್ತಿಗೀತೆ ಹಾಡಿದರು. ದೇವಸ್ಥಾನದ ಆವರಣದಲ್ಲಿ ವಿಶೇಷ ದೀಪಾಲಂಕಾರ ಮಾಡಲಾಗಿತ್ತು. ಗ್ರಾಮ ದೇವತೆಗಳ ಉತ್ಸವ ಮೂರ್ತಿಗಳ ಮೆರವಣಿಗೆ ನಡೆಯಿತು. ಪೂಜಾ ಕಾರ್ಯಕ್ರಮಗಳಲ್ಲಿ ಗ್ರಾಮಸ್ಥರು ಶ್ರದ್ಧಾಭಕ್ತಿಯಿಂದ ಪಾಲ್ಗೊಂಡರು. [1152,1852,1340,2042]
photo-basavanna-decorated [795,53,969,231]
race-entry [225,1313,412,1364]
photo-basaveshwara-garlanded [862,1851,1144,2276]
race-name: 7. ಬಿ. ಹೆಚ್. ಹಿಲ್ ಟ್ರೋಫಿ –1400 ಮೀ [225,1314,384,1328]
race-bet-line: ಮಿನಿ ಜಾಕ್ಪಾಟ್: 4 5 6 ಮತ್ತು 7 [225,1443,345,1457]
headline-it-city: ಬಿಡದಿ ಬಳಿ ನೂತನ ಐಟಿ ನಗರ [262,76,550,109]
body-metro-threat: ಬೆಂಗಳೂರು, ನ.18:- ನಮ್ಮ ವಿಶ್ವವಿದ್ಯಾಲಯದ ಪತ್ರಿಕೆಗೆ ಕಳುಹಿಸಿದ ಇ-ಮೇಲ್ ಮೂಲಕ ಮೆಟ್ರೋ ನಿಲ್ದಾಣಗಳನ್ನು ಸ್ಫೋಟಿಸುವುದಾಗಿ ಕಿಡಿಗೇಡಿಯೊಬ್ಬ ಬೆದರಿಕೆ ಹಾಕಿರುವ ಘಟನೆ ನಗರದಲ್ಲಿ ನಡೆದಿದೆ. ಈ ಕುರಿತು ಬಿಂಬಾಲ್ ನಗರ ಠಾಣೆಯಲ್ಲಿ ಪ್ರಕರಣ ದಾಖಲಾಗಿದೆ. ನಿನ್ನೆ ಬೆಳಗ್ಗೆ 11:25ಕ್ಕೆ ಬಂದ ಇ-ಮೇಲ್‌ನಲ್ಲಿ ಹಲವು ನಿಲ್ದಾಣಗಳಲ್ಲಿ ಸ್ಫೋಟಕ ಇಡಲಾಗಿದೆ ಎಂದು ತಿಳಿಸಲಾಗಿತ್ತು. ಕೂಡಲೇ ಕಾರ್ಯಪ್ರವೃತ್ತರಾದ ಪೊಲೀಸರು ಶ್ವಾನದಳ ಮತ್ತು ಬಾಂಬ್ ಪತ್ತೆ ದಳದೊಂದಿಗೆ ಎಲ್ಲಾ ನಿಲ್ದಾಣಗಳ ತಪಾಸಣೆ ನಡೆಸಿದರು. ಯಾವುದೇ ಸ್ಫೋಟಕ ವಸ್ತು ಪತ್ತೆಯಾಗಿಲ್ಲ ಎಂದು ಹಿರಿಯ ಅಧಿಕಾರಿಗಳು ಸ್ಪಷ್ಟಪಡಿಸಿದ್ದಾರೆ. ಬೆದರಿಕೆ ಸಂದೇಶ ಕಳುಹಿಸಿದ ವ್ಯಕ್ತಿಯ ಪತ್ತೆಗೆ ಸೈಬರ್ ತಂಡ ರಚಿಸಲಾಗಿದೆ. ಐಪಿ ವಿಳಾಸದ ಜಾಡು ಹಿಡಿದು ತನಿಖೆ ನಡೆಯುತ್ತಿದೆ. ಪ್ರಯಾಣಿಕರು ಆತಂಕ ಪಡುವ ಅಗತ್ಯವಿಲ್ಲ, ಭದ್ರತೆ ಹೆಚ್ಚಿಸಲಾಗಿದೆ ಎಂದು ಮೆಟ್ರೋ ನಿಗಮ ತಿಳಿಸಿದೆ. ನಿಲ್ದಾಣಗಳ ಪ್ರವೇಶ ದ್ವಾರದಲ್ಲಿ ತಪಾಸಣೆ ಬಿಗಿಗೊಳಿಸಲಾಗಿದೆ. ಸಿಸಿಟಿವಿ ದೃಶ್ಯಾವಳಿಗಳನ್ನು ಪರಿಶೀಲಿಸಲಾಗುತ್ತಿದೆ. ಈ ಹಿಂದೆಯೂ ಇದೇ ರೀತಿಯ ಹುಸಿ ಬೆದರಿಕೆ ಸಂದೇಶಗಳು ಬಂದಿದ್ದವು ಎಂದು ಪೊಲೀಸರು ನೆನಪಿಸಿದ್ದಾರೆ. ಹುಸಿ ಬೆದರಿಕೆ ಹಾಕುವವರ ವಿರುದ್ಧ ಕಠಿಣ ಕ್ರಮ ಕೈಗೊಳ್ಳಲಾಗುವುದು ಎಂದು ಎಚ್ಚರಿಕೆ ನೀಡಿದ್ದಾರೆ. ಸಾರ್ವಜನಿಕರು ಅನುಮಾನಾಸ್ಪದ ವಸ್ತು ಕಂಡುಬಂದರೆ ತಕ್ಷಣ ಸಹಾಯವಾಣಿಗೆ ಮಾಹಿತಿ ನೀಡುವಂತೆ ಮನವಿ ಮಾಡಲಾಗಿದೆ. ತಂತ್ರಜ್ಞಾನದ ನೆರವಿನಿಂದ ಶೀಘ್ರದಲ್ಲೇ ಆರೋಪಿಯನ್ನು ಬಂಧಿಸಲಾಗುವುದು ಎಂದು ಪೊಲೀಸ್ ಆಯುಕ್ತರು ತಿಳಿಸಿದರು. ನಗರದ ಪ್ರಮುಖ ನಿಲ್ದಾಣಗಳಲ್ಲಿ ಹೆಚ್ಚುವರಿ ಸಿಬ್ಬಂದಿ ನಿಯೋಜಿಸಲಾಗಿದೆ. ಪ್ರಯಾಣಿಕರ ಸುರಕ್ಷತೆಗೆ ಮೊದಲ ಆದ್ಯತೆ ನೀಡಲಾಗುವುದು ಎಂದು ಅಧಿಕಾರಿಗಳು ಹೇಳಿದ್ದಾರೆ. [795,705,968,1158]
race-picks: ಸ್ಕೈ ಫ್ಲೈ 1, ಮ್ಯಾಜಿಕ್ ಸರ್ಕಾರೊ 2, ರಿವರ್ ಆಫ್ ಚೀರನ್ 3 (3–8–10) [225,1333,412,1362]
race-name: 3. ಫ್ರಾಂಕಿ ಡ್ರಿವರ್ ಪ್ಲೇಟ್ –(ಡಿ–2) 1200 ಮೀ [27,1261,205,1275]
delhi-column-2: ಕಳೆದ 14 ಜನರನ್ನು ಬಲಿ ತೆಗೆದುಕೊಂಡ ಇತ್ತೀಚಿನ ಕೆಂಪು ಕೋಟೆ ಕಾರು ಸ್ಫೋಟಕ್ಕೆ ಕಾರಣನಾದ ವ್ಯಕ್ತಿ ಡಾ. ಉಮರ್ ಉನ್ ನಬಿ. ಆತ್ಮಹತ್ಯಾ ದಾಳಿಯ ಸ್ವರೂಪದ ಬಗ್ಗೆ ತನಿಖೆ ಮುಂದುವರಿದಿದೆ. ಹುತಾತ್ಮ ಕಾರ್ಯಾಚರಣೆಗೆ ಒಬ್ಬ ವ್ಯಕ್ತಿ ನಿರ್ದಿಷ್ಟ ಸ್ಥಳ ಹಾಗೂ ಸಮಯದಲ್ಲಿ ಸಾಯುವ ಸ್ಥಿತಿ ಎಂದು ಉಲ್ಲೇಖಿಸಲಾಗಿದೆ. ನವೆಂಬರ್ 10 ರಂದು ನಡೆದ ದೆಹಲಿ ಸ್ಫೋಟದಲ್ಲಿ 14 ಮಂದಿ ಮೃತಪಟ್ಟು 20ಕ್ಕೂ ಹೆಚ್ಚು ಜನರು ಗಾಯಗೊಂಡಿದ್ದರು. ಪಾಕಿಸ್ತಾನ ಮೂಲದ ಜೈಶ್–ಎ–ಮೊಹಮ್ಮದ್ ಭಯೋತ್ಪಾದಕ ಸಂಘಟನೆಯ ನಂಟಿನ ಬಗ್ಗೆಯೂ ತನಿಖೆ ನಡೆಯುತ್ತಿದೆ. ಹತ್ತು ಸ್ಥಳಗಳಲ್ಲಿ ವಿಚಾರಣೆ ಮುಂದುವರಿದಿದೆ. [219,473,400,647]
race-entry [27,1329,213,1363]
headline-dharma-path: ಧರ್ಮದ ಹಾದಿಯಲ್ಲಿ ಸಾಗಿದರೆ ಭಯವಿಲ್ಲ [1076,429,1449,461]
photo-mutt-calendar-release [979,50,1548,343]
race-list-col1 [27,1121,213,1532]
races-title-line1: ಬುಧವಾರದ ಮೈಸೂರು [110,958,328,991]
page-number: 2 [24,8,41,46]
delhi-col3-body: ಉಗ್ರವಾದಿ ಉಮರ್ ಮೂಲತಃ ಪುಲ್ವಾಮಾದ ಕೂಮುವ ಗ್ರಾಮದವರು. ಅವರ ಸಂಬಂಧಿಕರು ಅವರನ್ನು ಶಾಂತ ಸ್ವಭಾವದ ವ್ಯಕ್ತಿ ಎಂದು ಬಣ್ಣಿಸುತ್ತಾರೆ. ಅವರು ತಮ್ಮನ್ನು ಓದಿನಲ್ಲಿ ತೊಡಗಿಸಿಕೊಂಡು ಸದಾ ಅಧ್ಯಯನ ಮಾಡುತ್ತಿದ್ದರು. ಎಂಬಿಬಿಎಸ್ ಮುಗಿಸಿ ವೈದ್ಯರಾಗಿ ಸೇವೆ ಸಲ್ಲಿಸುತ್ತಿದ್ದರು. ಆಕ್ಟೋಬರ್ 30ರಿಂದ ವಿಶ್ವವಿದ್ಯಾಲಯದ ಕ್ಯಾಂಪಸ್ ತೊರೆದಿದ್ದರು ಎಂದು ಸಹೋದ್ಯೋಗಿಗಳು ತಿಳಿಸಿದ್ದಾರೆ. ಮೊಬೈಲ್ ಕರೆಗಳ ವಿವರ ಪರಿಶೀಲನೆ ನಡೆದಿದೆ. ಪೊಲೀಸರ ಪ್ರಕಾರ ನವೆಂಬರ್ 9 ರಂದು ಫರಿದಾಬಾದ್‌ನಲ್ಲಿ ನಡೆದ ದಾಳಿಯ ನಂತರ ನಾಪತ್ತೆಯಾಗಿದ್ದರು. ಸುಮಾರು 2,900 ಕೆಜಿ ಅಮೋನಿಯಂ ನೈಟ್ರೇಟ್ ವಶಪಡಿಸಿಕೊಳ್ಳಲಾಗಿದೆ. ನಂತರ ಅವರ ಕುಟುಂಬದವರನ್ನು ವಿಚಾರಣೆಗೆ ಒಳಪಡಿಸಲಾಗಿದೆ. ಡಿಎನ್‌ಎ ಪರೀಕ್ಷೆ ಮೂಲಕ ದೃಢಪಡಿಸಲಾಗಿದೆ ಎಂದು ಮೂಲಗಳು ಹೇಳಿವೆ. [412,505,592,738]
race-picks: ಪರ್ಶ ಆಫ್ ಮೈಸೂರು 1, ಬಿ ದಿ ಮೈಂಡ್ 2, ಒಂಟರ್ ಮ್ಯಾಗ್ನೆಟ್ 3 (6–9–11) [27,1140,213,1170]
race-entry [225,1121,412,1156]
trump-column-2: 2020 ರಲ್ಲಿ ನಡೆದ ಕಾಂಗ್ರೆಸ್ ಭವನದ ಗಲಭೆಯ ತನಿಖಾ ವರದಿಯ ಅಂಶಗಳನ್ನೂ ಅರ್ಜಿಯಲ್ಲಿ ಉಲ್ಲೇಖಿಸಲಾಗಿದೆ. ಸಾಕ್ಷಿಗಳ ರಕ್ಷಣೆಗೆ ವಿಶೇಷ ವ್ಯವಸ್ಥೆ ಕೋರಲಾಗಿದೆ. ನ್ಯಾಯಾಂಗ ಇಲಾಖೆಯ ಹಿರಿಯ ಅಧಿಕಾರಿಗಳು ರಾಜೀನಾಮೆ ನೀಡಿದ ಘಟನೆಗಳು ಪ್ರಕರಣಕ್ಕೆ ಮಹತ್ವ ತಂದಿವೆ. ಸುಳ್ಳು ದಾಖಲೆ ಸೃಷ್ಟಿಸಿದ ಆರೋಪದ ಕುರಿತೂ ವಿಚಾರಣೆ ನಡೆಯಲಿದೆ. ಚುನಾವಣಾ ಆಯೋಗದ ವರದಿಗಳನ್ನು ಪರಿಶೀಲಿಸಲು ನ್ಯಾಯಾಲಯ ಸೂಚಿಸಿದೆ. ಅಮೆರಿಕಾದ ರಾಜಕೀಯ ವಲಯದಲ್ಲಿ ತೀವ್ರ ಚರ್ಚೆಗೆ ಈ ಬೆಳವಣಿಗೆ ಕಾರಣವಾಗಿದೆ. ಹಲವಾರು ಮಾಜಿ ಅಧಿಕಾರಿಗಳು ಸಾಕ್ಷ್ಯ ನುಡಿಯಲು ಸಿದ್ಧರಿದ್ದಾರೆ ಎಂದು ಮೂಲಗಳು ತಿಳಿಸಿವೆ. [609,1247,785,1436]
races-title-line2: ರೇಸಿಗೆ ನಮ್ಮ ಆಯ್ಕೆ [127,991,311,1025]
